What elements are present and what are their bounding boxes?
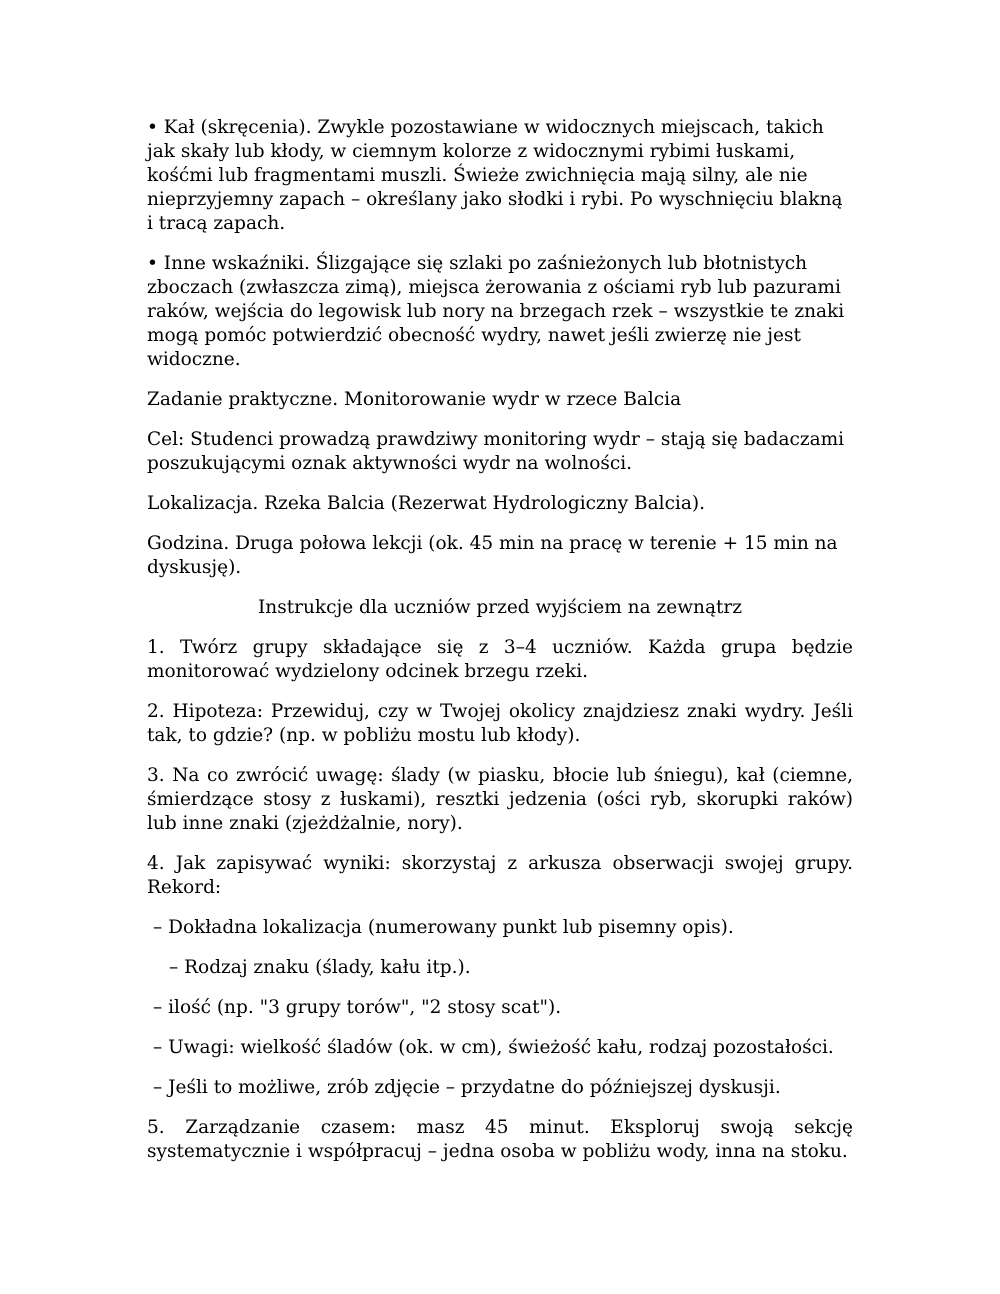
document-page: [147, 116, 853, 1180]
record-item-sign-type: – Rodzaj znaku (ślady, kału itp.).: [169, 957, 471, 978]
instructions-heading: Instrukcje dla uczniów przed wyjściem na zewnątrz: [257, 597, 743, 618]
task-time: Godzina. Druga połowa lekcji (ok. 45 min na pracę w terenie + 15 min na dyskusję).: [147, 533, 838, 578]
record-item-photo: – Jeśli to możliwe, zrób zdjęcie – przydatne do późniejszej dyskusji.: [153, 1077, 781, 1098]
step-2: 2. Hipoteza: Przewiduj, czy w Twojej okolicy znajdziesz znaki wydry. Jeśli tak, to gdzie? (np. w pobliżu mostu lub kłody).: [147, 701, 853, 746]
step-1: 1. Twórz grupy składające się z 3–4 uczniów. Każda grupa będzie monitorować wydzielony odcinek brzegu rzeki.: [147, 637, 853, 682]
record-item-quantity: – ilość (np. "3 grupy torów", "2 stosy scat").: [153, 997, 562, 1018]
record-item-notes: – Uwagi: wielkość śladów (ok. w cm), świeżość kału, rodzaj pozostałości.: [153, 1037, 834, 1058]
step-3: 3. Na co zwrócić uwagę: ślady (w piasku, błocie lub śniegu), kał (ciemne, śmierdzące stosy z łuskami), resztki jedzenia (ości ryb, skorupki raków) lub inne znaki (zjeżdżalnie, nory).: [147, 765, 853, 834]
step-4: 4. Jak zapisywać wyniki: skorzystaj z arkusza obserwacji swojej grupy. Rekord:: [147, 853, 853, 898]
task-title: Zadanie praktyczne. Monitorowanie wydr w rzece Balcia: [147, 389, 682, 410]
record-item-location: – Dokładna lokalizacja (numerowany punkt lub pisemny opis).: [153, 917, 734, 938]
bullet-other-signs: • Inne wskaźniki. Ślizgające się szlaki po zaśnieżonych lub błotnistych zboczach (zwłaszcza zimą), miejsca żerowania z ościami ryb lub pazurami raków, wejścia do legowisk lub nory na brzegach rzek – wszystkie te znaki mogą pomóc potwierdzić obecność wydry, nawet jeśli zwierzę nie jest widoczne.: [147, 253, 845, 370]
bullet-feces: • Kał (skręcenia). Zwykle pozostawiane w widocznych miejscach, takich jak skały lub kłody, w ciemnym kolorze z widocznymi rybimi łuskami, kośćmi lub fragmentami muszli. Świeże zwichnięcia mają silny, ale nie nieprzyjemny zapach – określany jako słodki i rybi. Po wyschnięciu blakną i tracą zapach.: [147, 117, 843, 234]
step-5: 5. Zarządzanie czasem: masz 45 minut. Eksploruj swoją sekcję systematycznie i współpracuj – jedna osoba w pobliżu wody, inna na stoku.: [147, 1117, 853, 1162]
task-location: Lokalizacja. Rzeka Balcia (Rezerwat Hydrologiczny Balcia).: [147, 493, 705, 514]
task-goal: Cel: Studenci prowadzą prawdziwy monitoring wydr – stają się badaczami poszukującymi oznak aktywności wydr na wolności.: [147, 429, 845, 474]
